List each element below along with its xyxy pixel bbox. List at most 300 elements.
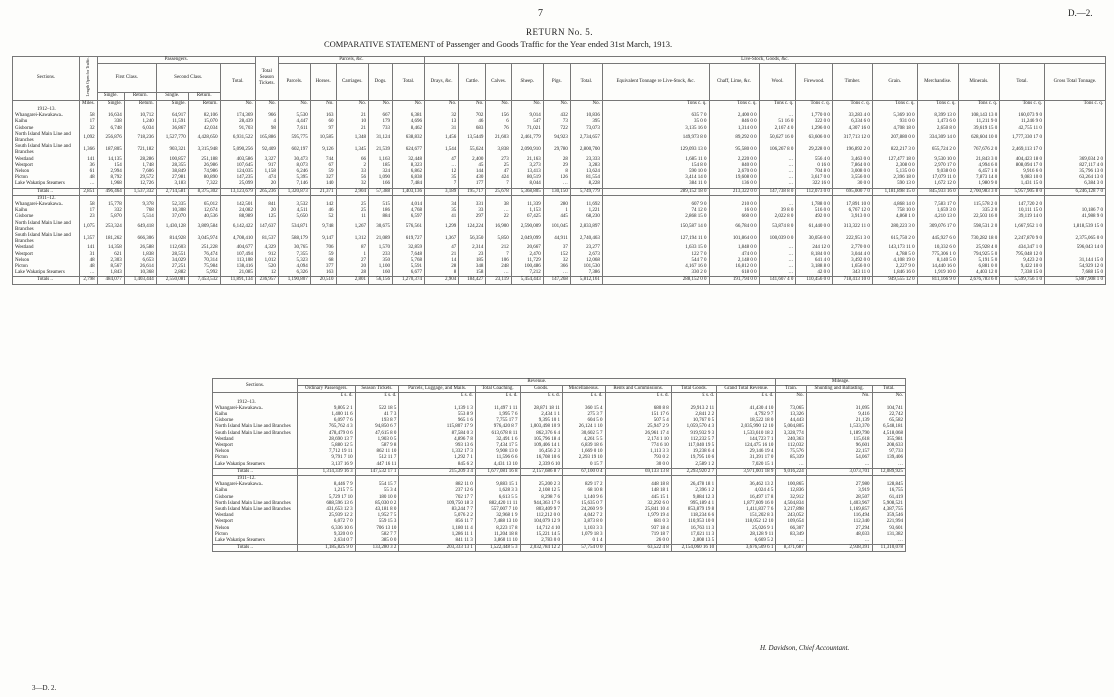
table-cell: 4,307 16 0 <box>832 126 872 132</box>
unit-cell: No. <box>806 393 872 400</box>
table-cell: 68,230 <box>570 214 602 220</box>
table-cell: 25,928 4 0 <box>958 245 1000 251</box>
blank-cell <box>355 476 399 483</box>
table-cell: 2,035,990 12 10 <box>717 424 776 430</box>
totals-cell: 5,749,779 <box>570 188 602 195</box>
table-cell: 1,544 <box>424 144 458 156</box>
table-cell: 1,995 7 6 <box>475 412 520 418</box>
table-cell: 2,314 <box>459 245 486 251</box>
table-cell: 1,240 <box>124 119 156 125</box>
year-label: 1912–13. <box>213 400 298 406</box>
table-cell: 332 <box>97 208 124 214</box>
table-cell: 4,518,068 <box>872 431 905 437</box>
table-cell: 26,986 <box>188 163 220 169</box>
table-cell: 1,770 0 0 <box>796 113 833 119</box>
table-cell: 6,881 0 0 <box>958 264 1000 270</box>
table-cell: 31 <box>424 126 458 132</box>
table-cell: 31,095 <box>806 406 872 412</box>
table-cell: 7,146 <box>278 181 310 188</box>
table-cell: 158 <box>459 270 486 277</box>
section-name: Kaihu <box>213 488 298 494</box>
table-cell: 704 8 0 <box>796 169 833 175</box>
table-cell: 16,900 <box>486 221 511 233</box>
table-cell: 11,591 <box>156 119 188 125</box>
table-cell: 1,140 9 6 <box>562 495 605 501</box>
table-cell: 9,916 6 0 <box>1000 169 1045 175</box>
totals-cell: 57,754 0 0 <box>562 545 605 552</box>
unit-cell: No. <box>278 100 310 107</box>
table-cell: 15,635 0 7 <box>562 501 605 507</box>
table-cell: 6,597 <box>392 214 424 220</box>
table-cell: 7,484 <box>392 181 424 188</box>
table-cell: 9,378 <box>124 202 156 208</box>
table-cell: 1,286 11 1 <box>399 532 475 538</box>
page-title: COMPARATIVE STATEMENT of Passenger and Goods Traffic for the Year ended 31st March, 1913. <box>324 39 673 49</box>
table-cell: 97,733 <box>872 449 905 455</box>
table-cell: 63,264 13 0 <box>1044 175 1105 181</box>
table-cell: 163 <box>310 113 336 119</box>
table-cell: 7,583 17 0 <box>917 202 958 208</box>
table-cell: 5,908,521 <box>872 501 905 507</box>
table-cell: 2 <box>336 163 369 169</box>
table-cell: 559 15 3 <box>355 519 399 525</box>
table-cell: 21 <box>424 252 458 258</box>
table-cell: 2,303 <box>97 258 124 264</box>
table-cell: 829 17 2 <box>562 482 605 488</box>
table-cell: 2,634 0 7 <box>298 538 356 545</box>
table-cell: 976,420 8 7 <box>475 424 520 430</box>
table-cell: 30,765 <box>278 245 310 251</box>
table-cell: 350 <box>369 258 393 264</box>
table-cell: 25,200 2 3 <box>520 482 562 488</box>
table-cell: 6,246 <box>278 169 310 175</box>
table-cell: 8,567 <box>97 264 124 270</box>
unit-cell <box>13 100 80 107</box>
table-cell: 9,884 12 3 <box>671 495 716 501</box>
table-cell: 19,795 10 6 <box>671 455 716 461</box>
table-cell: 21 <box>336 126 369 132</box>
table-cell: 37,070 <box>156 214 188 220</box>
table-cell: 186 <box>369 208 393 214</box>
table-cell: 596,043 14 0 <box>1044 245 1105 251</box>
col-bottom-7: Rents and Commissions. <box>605 386 671 393</box>
table-cell: 607 9 0 <box>602 202 709 208</box>
totals-cell: 1,190,807 <box>278 277 310 284</box>
table-cell: 334,309 14 0 <box>917 132 958 144</box>
table-cell: 9,320 0 0 <box>298 532 356 538</box>
table-cell: 56 <box>336 175 369 181</box>
units-row <box>13 100 1106 107</box>
table-cell: 16,755 <box>872 488 905 494</box>
table-cell: 26 0 0 <box>605 538 671 545</box>
table-cell: 85,339 <box>776 455 806 461</box>
section-name: Lake Wakatipu Steamers <box>213 462 298 469</box>
table-cell: 21 <box>336 113 369 119</box>
col-top-21: Wool. <box>759 64 796 100</box>
table-cell: 23,277 <box>570 245 602 251</box>
table-cell: 141 <box>80 245 98 251</box>
table-cell: 156 <box>486 113 511 119</box>
table-cell: 3,860 11 10 <box>475 538 520 545</box>
table-cell: 13,326 <box>776 412 806 418</box>
table-cell: 937 18 4 <box>605 526 671 532</box>
table-cell: 280 <box>543 202 570 208</box>
table-cell: 681 0 3 <box>605 519 671 525</box>
revenue-mileage-table <box>212 378 906 552</box>
table-cell: 557,007 7 10 <box>475 507 520 513</box>
unit-cell: £ s. d. <box>562 393 605 400</box>
table-cell: … <box>759 202 796 208</box>
table-cell: 8,228 <box>570 181 602 188</box>
table-cell: 100,039 0 0 <box>759 233 796 245</box>
table-cell: 7 <box>486 181 511 188</box>
totals-row <box>13 188 1106 195</box>
table-cell: 109,750 18 3 <box>399 501 475 507</box>
table-cell: 6,653 <box>124 258 156 264</box>
table-cell: 154 8 0 <box>602 163 709 169</box>
table-cell: 5,992 <box>188 270 220 277</box>
table-cell: 9,748 <box>310 221 336 233</box>
table-cell: 115,807 17 9 <box>399 424 475 430</box>
table-cell: 51 16 0 <box>759 119 796 125</box>
table-cell: 931 0 0 <box>872 119 917 125</box>
unit-cell <box>213 393 298 400</box>
table-cell: 42,755 11 0 <box>1000 126 1045 132</box>
totals-cell: 69,133 13 8 <box>605 468 671 475</box>
totals-cell: 2,904 <box>424 277 458 284</box>
table-cell: 124,035 <box>220 169 255 175</box>
table-cell: 3,315,948 <box>188 144 220 156</box>
table-cell: 166 <box>369 181 393 188</box>
table-cell: 10,368 <box>124 270 156 277</box>
table-cell: 4,261 5 5 <box>562 437 605 443</box>
table-cell: 32 <box>336 181 369 188</box>
table-cell: 547 <box>511 119 543 125</box>
table-cell: 97 <box>310 126 336 132</box>
table-cell: 5,850 <box>486 233 511 245</box>
table-cell: 212 <box>486 245 511 251</box>
col-top-11: Dogs. <box>369 64 393 100</box>
table-cell: … <box>759 252 796 258</box>
section-name: Nelson <box>13 169 80 175</box>
totals-cell: 2,700,983 3 0 <box>958 188 1000 195</box>
table-cell: 1,838 <box>124 252 156 258</box>
table-cell: 404,677 <box>220 245 255 251</box>
table-cell: 21,843 3 0 <box>958 157 1000 163</box>
section-name: Whangarei-Kawakawa.. <box>213 482 298 488</box>
totals-cell: 289,152 18 0 <box>602 188 709 195</box>
col-bottom-8: Total Goods. <box>671 386 716 393</box>
table-cell: 445,927 6 0 <box>917 233 958 245</box>
table-cell: 67,425 <box>511 214 543 220</box>
table-cell: 27,981 <box>156 175 188 181</box>
table-cell: 93,601 <box>872 526 905 532</box>
section-name: Gisborne <box>13 214 80 220</box>
table-cell: … <box>759 264 796 270</box>
table-cell: 1,628 3 3 <box>475 488 520 494</box>
table-cell: 2,970 17 0 <box>917 163 958 169</box>
blank-cell <box>796 195 833 202</box>
table-cell: 5,135 0 0 <box>872 169 917 175</box>
table-cell: 4,042 7 2 <box>562 513 605 519</box>
table-cell: 840 0 0 <box>709 163 759 169</box>
table-cell: 94,850 6 7 <box>355 424 399 430</box>
table-cell: 649,418 <box>124 221 156 233</box>
table-cell: 343 11 0 <box>832 270 872 277</box>
table-cell: 1,092 <box>80 132 98 144</box>
table-cell: 3,273 <box>511 163 543 169</box>
table-cell: 35,796 13 0 <box>1044 169 1105 175</box>
table-cell: 5,369 10 0 <box>872 113 917 119</box>
section-name: Westland <box>13 245 80 251</box>
table-cell: 7,611 <box>278 126 310 132</box>
table-cell: 82,106 <box>188 113 220 119</box>
table-cell: 917 <box>255 163 278 169</box>
table-cell: 884 <box>369 214 393 220</box>
unit-cell: No. <box>872 393 905 400</box>
table-cell: 163 <box>310 270 336 277</box>
table-cell: 512 11 7 <box>355 455 399 461</box>
table-cell: 47 <box>424 245 458 251</box>
table-cell: 827,117 4 0 <box>1044 163 1105 169</box>
totals-cell: 203,333 13 1 <box>399 545 475 552</box>
table-cell: 2,247,870 9 0 <box>1000 233 1045 245</box>
table-cell: 355,981 <box>872 437 905 443</box>
table-cell: 15,070 <box>188 119 220 125</box>
totals-cell: 1,185,825 9 0 <box>298 545 356 552</box>
table-cell: 35 0 0 <box>602 119 709 125</box>
table-cell: 22,157 <box>806 449 872 455</box>
table-cell: 1,919 10 0 <box>917 270 958 277</box>
table-cell: 47,615 8 0 <box>355 431 399 437</box>
table-cell: 3,328,774 <box>776 431 806 437</box>
table-cell: 177 <box>459 181 486 188</box>
table-cell: 1,296 0 0 <box>796 126 833 132</box>
table-cell: 14,440 16 0 <box>917 264 958 270</box>
table-cell: 7,755 17 7 <box>475 418 520 424</box>
table-cell: 1,345 <box>336 144 369 156</box>
table-cell: 61,419 <box>872 495 905 501</box>
table-cell: 331 <box>459 202 486 208</box>
table-cell: 520 <box>255 264 278 270</box>
table-cell: 150,587 14 0 <box>602 221 709 233</box>
table-cell: 7,873 14 0 <box>958 175 1000 181</box>
table-cell: 48,033 <box>806 532 872 538</box>
unit-cell: Miles. <box>80 100 98 107</box>
totals-cell: 1,537,332 <box>124 188 156 195</box>
table-cell: 9,038 0 0 <box>917 169 958 175</box>
table-cell: 1,367 <box>424 233 458 245</box>
table-cell: 39 8 0 <box>759 208 796 214</box>
table-cell: 758 10 0 <box>872 208 917 214</box>
table-cell: 83,349 <box>776 532 806 538</box>
table-cell: 317,713 12 0 <box>832 132 872 144</box>
table-cell: 71,021 <box>511 126 543 132</box>
section-name: Whangarei-Kawakawa.. <box>13 202 80 208</box>
blank-cell <box>602 195 709 202</box>
table-cell: 76 <box>486 126 511 132</box>
table-cell: 142,501 <box>220 202 255 208</box>
table-cell: 9,083 10 0 <box>1000 175 1045 181</box>
table-cell: 193 8 7 <box>355 418 399 424</box>
table-cell: 2,833,897 <box>570 221 602 233</box>
table-cell: 2,589 1 2 <box>671 462 716 469</box>
table-cell: 124,475 16 10 <box>717 443 776 449</box>
table-cell: 8,073 <box>278 163 310 169</box>
table-cell: 101,530 <box>570 264 602 270</box>
section-name: Picton <box>13 175 80 181</box>
table-cell: 32,912 <box>776 495 806 501</box>
table-cell: 32,859 <box>392 245 424 251</box>
table-cell: 37 <box>543 245 570 251</box>
table-cell: 1,777,330 17 0 <box>1000 132 1045 144</box>
table-cell: 29 <box>543 163 570 169</box>
table-cell: 48 <box>80 258 98 264</box>
table-cell: 8,323 <box>392 163 424 169</box>
table-cell: 67 <box>310 163 336 169</box>
table-cell: 136 0 0 <box>709 181 759 188</box>
table-cell: 30,056 0 0 <box>796 233 833 245</box>
totals-cell: 2,157,686 8 7 <box>520 468 562 475</box>
table-cell: 25 <box>336 208 369 214</box>
table-cell: 602,197 <box>278 144 310 156</box>
table-cell: 9,883 15 1 <box>475 482 520 488</box>
table-cell: 1,158 <box>255 169 278 175</box>
unit-cell: No. <box>255 100 278 107</box>
table-cell: 5,090,256 <box>220 144 255 156</box>
table-cell: 2,108 12 5 <box>520 488 562 494</box>
table-cell: 29,228 0 0 <box>796 144 833 156</box>
year-label: 1912–13. <box>13 107 80 113</box>
table-cell: 58 <box>80 113 98 119</box>
totals-cell: 2,798 <box>80 277 98 284</box>
table-cell: 5,530 <box>278 113 310 119</box>
col-bottom-11: Shunting and Ballasting. <box>806 386 872 393</box>
table-cell: 210 0 0 <box>709 202 759 208</box>
table-cell: 50,627 16 0 <box>759 132 796 144</box>
table-cell: 17,079 11 0 <box>917 175 958 181</box>
group-parcels: Parcels, &c. <box>278 57 424 64</box>
table-cell: 1,659 3 0 <box>917 208 958 214</box>
table-cell: 3,414 14 0 <box>602 175 709 181</box>
table-cell: 4,024 4 5 <box>717 488 776 494</box>
col-bottom-3: Parcels, Luggage, and Mails. <box>399 386 475 393</box>
section-name: Westport <box>213 519 298 525</box>
unit-cell: No. <box>424 100 458 107</box>
table-cell: 160,073 9 0 <box>1000 113 1045 119</box>
col-sections: Sections. <box>13 57 80 101</box>
table-cell: 107,494 <box>220 252 255 258</box>
table-cell: 112,212 0 0 <box>520 513 562 519</box>
table-cell: 12,674 <box>188 208 220 214</box>
table-cell: 94,923 <box>543 132 570 144</box>
table-cell: 22,742 <box>872 412 905 418</box>
blank-cell <box>97 195 124 202</box>
table-cell: 74,986 <box>188 169 220 175</box>
col-season-tickets: Total Season Tickets. <box>255 57 278 101</box>
table-cell: 2,400 0 0 <box>709 113 759 119</box>
table-cell: 808,094 17 0 <box>1000 163 1045 169</box>
table-cell: 845 6 2 <box>399 462 475 469</box>
table-cell: 2,220 0 0 <box>709 157 759 163</box>
totals-cell: 2,154,060 16 10 <box>671 545 716 552</box>
table-cell: 348 <box>459 264 486 270</box>
table-cell: 13,5449 <box>459 132 486 144</box>
table-cell: 1,672 12 0 <box>917 181 958 188</box>
table-cell: 20 <box>336 264 369 270</box>
section-name: Lake Wakatipu Steamers <box>13 270 80 277</box>
table-cell: 122 7 0 <box>602 252 709 258</box>
table-cell: 360 15 4 <box>562 406 605 412</box>
totals-cell: 1,320,873 <box>278 188 310 195</box>
table-cell: 112,032 <box>776 443 806 449</box>
blank-cell <box>475 476 520 483</box>
totals-cell: 2,938,391 <box>806 545 872 552</box>
table-cell: 1,314 0 0 <box>709 126 759 132</box>
col-bottom-1: Ordinary Passengers. <box>298 386 356 393</box>
table-cell: 91,703 <box>220 126 255 132</box>
table-cell: 8,462 <box>392 126 424 132</box>
blank-cell <box>1000 195 1045 202</box>
table-cell: 17 <box>80 208 98 214</box>
table-cell: 11,497 1 11 <box>475 406 520 412</box>
table-cell: 126 <box>543 175 570 181</box>
table-cell: 8 <box>424 270 458 277</box>
table-cell: 7,688 15 0 <box>1044 270 1105 277</box>
table-cell: 944,363 17 6 <box>520 501 562 507</box>
table-cell: 24,260 9 9 <box>562 507 605 513</box>
table-cell: 3,188 8 0 <box>796 264 833 270</box>
table-cell: 87,584 0 3 <box>399 431 475 437</box>
section-name: Lake Wakatipu Steamers <box>13 181 80 188</box>
totals-cell: 23,119 <box>486 277 511 284</box>
table-cell: 233 <box>369 252 393 258</box>
table-cell: 965 1 6 <box>399 418 475 424</box>
table-cell: 12 <box>255 270 278 277</box>
table-cell: … <box>543 270 570 277</box>
table-cell: 4,014 <box>392 202 424 208</box>
table-cell: 20,667 <box>511 245 543 251</box>
table-cell: 105,796 18 4 <box>520 437 562 443</box>
table-cell: 41,430 4 10 <box>717 406 776 412</box>
table-cell: 10,585 <box>310 132 336 144</box>
table-cell: 16 0 0 <box>709 208 759 214</box>
table-cell: 2,049,099 <box>511 233 543 245</box>
table-cell: 31 <box>80 252 98 258</box>
table-cell: 1,877,609 16 0 <box>717 501 776 507</box>
totals-cell: 288,152 0 0 <box>602 277 709 284</box>
table-cell: 322 0 0 <box>796 119 833 125</box>
unit-cell: £ s. d. <box>298 393 356 400</box>
col-top-12: Total. <box>392 64 424 100</box>
section-name: Westport <box>13 163 80 169</box>
table-cell: 52 <box>310 214 336 220</box>
table-cell: 112,340 <box>806 519 872 525</box>
totals-cell: 845,933 16 0 <box>917 188 958 195</box>
table-cell: 221,994 <box>872 519 905 525</box>
blank-cell <box>717 476 776 483</box>
table-cell: 447 16 11 <box>355 462 399 469</box>
table-cell: 48 <box>80 264 98 270</box>
table-cell: 17 <box>80 119 98 125</box>
table-cell: … <box>759 175 796 181</box>
table-cell: 5,395 <box>278 175 310 181</box>
section-name: Kaihu <box>13 119 80 125</box>
table-cell: 6,334 6 0 <box>832 119 872 125</box>
totals-cell: 20,510 <box>310 277 336 284</box>
footer-reference: 3—D. 2. <box>32 684 57 692</box>
totals-cell: 213,322 0 0 <box>709 188 759 195</box>
